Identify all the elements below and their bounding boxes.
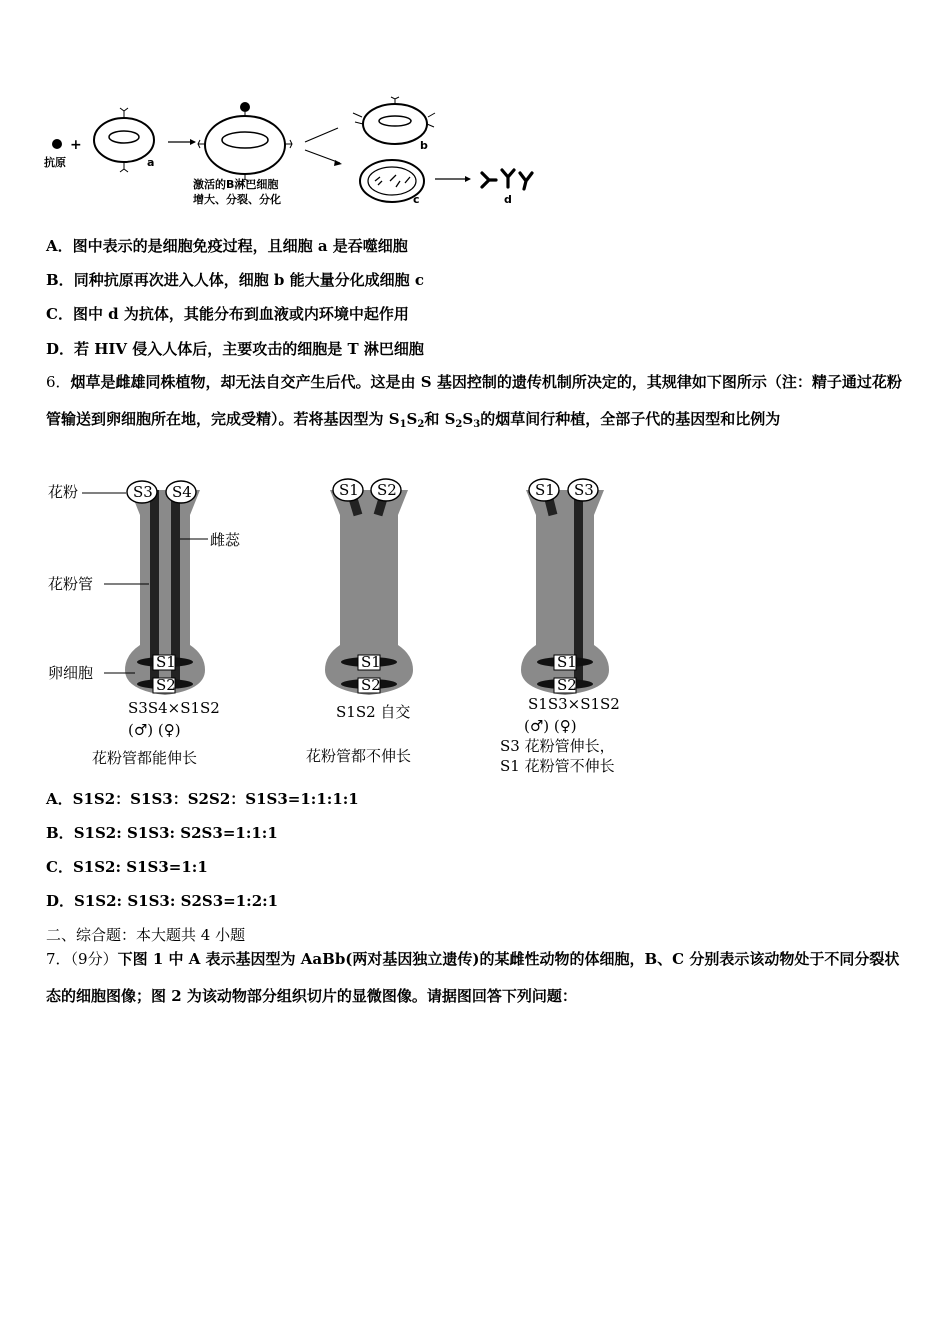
pistil-1-cross: S3S4×S1S2 bbox=[128, 699, 220, 717]
label-egg-cell: 卵细胞 bbox=[48, 664, 94, 682]
antibody-d bbox=[482, 170, 532, 189]
label-pollen-tube: 花粉管 bbox=[48, 575, 94, 593]
q6-number: 6． bbox=[46, 373, 71, 391]
cell-c-label: c bbox=[413, 193, 420, 206]
cell-a-label: a bbox=[147, 156, 155, 169]
plus-sign: + bbox=[70, 137, 82, 153]
q7-score: （9分） bbox=[70, 950, 118, 968]
q5-option-b: B．同种抗原再次进入人体，细胞 b 能大量分化成细胞 c bbox=[46, 271, 424, 289]
figure-2-pollen-tube-diagram bbox=[40, 475, 660, 780]
antigen-dot bbox=[52, 139, 62, 149]
figure-1-immune-diagram bbox=[40, 95, 560, 215]
pistil-2-result: 花粉管都不伸长 bbox=[306, 747, 412, 765]
pistil-1-sex: (♂) (♀) bbox=[128, 721, 181, 739]
svg-text:S2: S2 bbox=[361, 676, 381, 694]
activated-b-cell bbox=[198, 102, 292, 182]
svg-text:S1: S1 bbox=[535, 481, 555, 499]
svg-text:S1: S1 bbox=[557, 653, 577, 671]
pistil-1-result: 花粉管都能伸长 bbox=[92, 749, 198, 767]
svg-text:S2: S2 bbox=[557, 676, 577, 694]
q6-option-d: D．S1S2: S1S3: S2S3=1:2:1 bbox=[46, 892, 279, 910]
q5-option-a: A．图中表示的是细胞免疫过程，且细胞 a 是吞噬细胞 bbox=[46, 237, 408, 255]
pistil-2 bbox=[306, 479, 413, 765]
cell-b-label: b bbox=[420, 139, 428, 152]
svg-text:S2: S2 bbox=[377, 481, 397, 499]
q7-stem: 7．（9分）下图 1 中 A 表示基因型为 AaBb(两对基因独立遗传)的某雌性动物的体细胞，B、C 分别表示该动物处于不同分裂状态的细胞图像；图 2 为该动物部分组织切片的显微图像。请据图回答下列问题： bbox=[46, 950, 900, 1005]
q6-option-a: A．S1S2：S1S3：S2S2：S1S3=1:1:1:1 bbox=[46, 790, 359, 808]
cell-b bbox=[353, 97, 435, 144]
svg-text:S1: S1 bbox=[361, 653, 381, 671]
label-pistil: 雌蕊 bbox=[210, 531, 241, 549]
activated-caption-2: 增大、分裂、分化 bbox=[193, 193, 281, 206]
q5-option-c: C．图中 d 为抗体，其能分布到血液或内环境中起作用 bbox=[46, 305, 409, 323]
pistil-2-cross: S1S2 自交 bbox=[336, 703, 411, 721]
svg-text:S4: S4 bbox=[172, 483, 192, 501]
pistil-1 bbox=[48, 481, 241, 767]
activated-caption-1: 激活的B淋巴细胞 bbox=[193, 178, 279, 191]
antibody-label: d bbox=[504, 193, 512, 206]
section-2-title: 二、综合题：本大题共 4 小题 bbox=[46, 926, 246, 944]
q6-stem: 6．烟草是雌雄同株植物，却无法自交产生后代。这是由 S 基因控制的遗传机制所决定的，其规律如下图所示（注：精子通过花粉管输送到卵细胞所在地，完成受精）。若将基因型为 $S_1S_2$和 $S_2S_3$的烟草间行种植，全部子代的基因型和比例为 bbox=[46, 373, 902, 430]
svg-text:S2: S2 bbox=[156, 676, 176, 694]
pistil-3-result-2: S1 花粉管不伸长 bbox=[500, 757, 615, 775]
antigen-label: 抗原 bbox=[44, 156, 66, 169]
svg-text:S1: S1 bbox=[156, 653, 176, 671]
svg-text:S3: S3 bbox=[133, 483, 153, 501]
q7-number: 7． bbox=[46, 950, 71, 968]
pistil-3-cross: S1S3×S1S2 bbox=[528, 695, 620, 713]
cell-a bbox=[94, 108, 154, 172]
label-pollen: 花粉 bbox=[48, 483, 79, 501]
svg-text:S1: S1 bbox=[339, 481, 359, 499]
svg-text:S3: S3 bbox=[574, 481, 594, 499]
q6-option-b: B．S1S2: S1S3: S2S3=1:1:1 bbox=[46, 824, 278, 842]
pistil-3-result-1: S3 花粉管伸长， bbox=[500, 737, 615, 755]
pistil-3 bbox=[500, 479, 620, 775]
q5-option-d: D．若 HIV 侵入人体后，主要攻击的细胞是 T 淋巴细胞 bbox=[46, 340, 424, 358]
pistil-3-sex: (♂) (♀) bbox=[524, 717, 577, 735]
q6-option-c: C．S1S2: S1S3=1:1 bbox=[46, 858, 208, 876]
